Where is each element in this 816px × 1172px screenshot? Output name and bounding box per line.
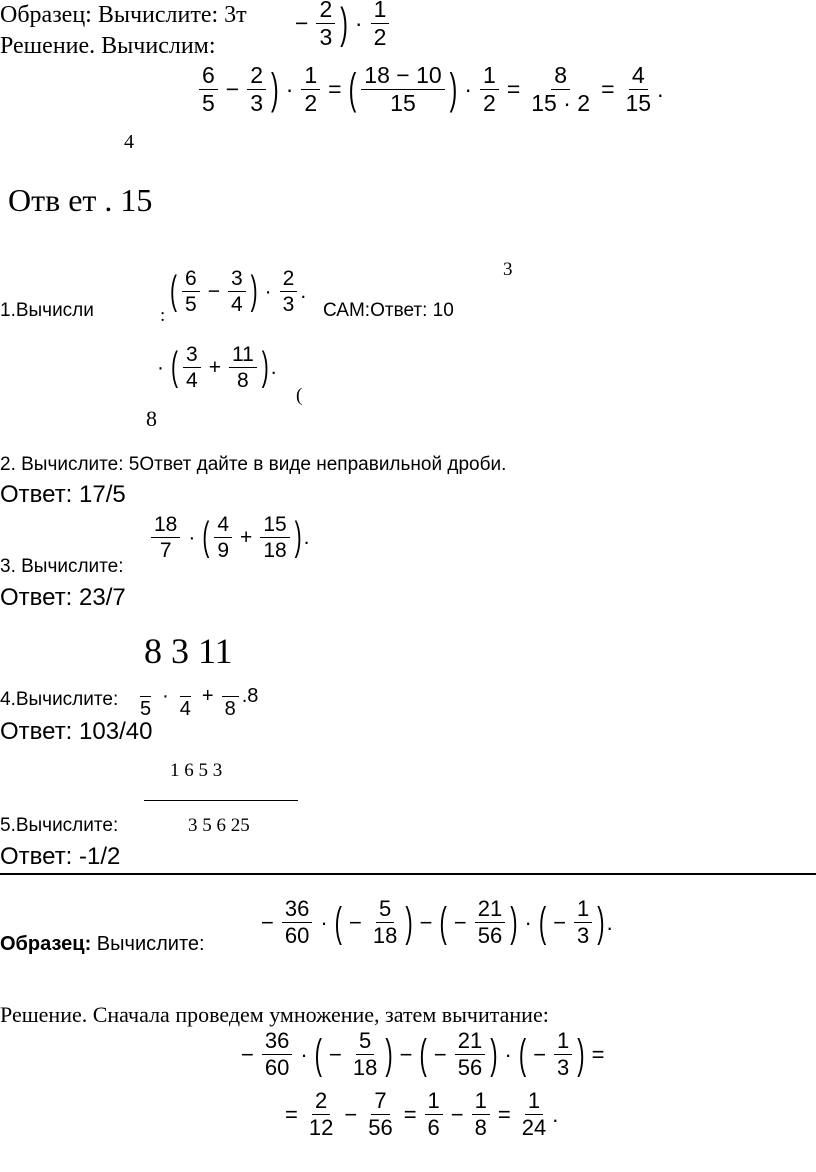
sample-heading: Образец: Вычислите: 3т (0, 2, 247, 28)
sample2-expression: − $\frac{36}{60}$ · ( − $\frac{5}{18}$ ) − ( − $\frac{21}{56}$ ) · ( − $\frac{1}{3}$ ) . (261, 896, 613, 948)
task4-expression: 5 · 4 + 8 . 8 (134, 674, 258, 719)
task1-eight: 8 (146, 406, 157, 431)
task5-label: 5.Вычислите: (0, 815, 119, 836)
task5-denominators: 3 5 6 25 (188, 815, 250, 836)
task1-three: 3 (503, 259, 513, 280)
sample-answer: Отв ет . 15 (8, 182, 153, 218)
sample2-label-bold: Образец: (0, 933, 92, 955)
task3-expression: 18 7 · ( 4 9 + $\frac{15}{18}$ ) . (148, 514, 310, 561)
sample-expression: − $\frac{2}{3}$ ) · 1 2 (290, 0, 392, 49)
solution-expression: 6 5 − $\frac{2}{3}$ ) · $\frac{1}{2}$ = ( 18 − 10 15 ) · $\frac{1}{2}$ = $\frac{8}{15 \cdot 2}$ = $\frac{4}{15}$ . (196, 64, 664, 115)
task2-line: 2. Вычислите: 5Ответ дайте в виде неправильной дроби. (0, 454, 507, 475)
sample2-label (0, 934, 205, 954)
sample2-label-rest: Вычислите: (91, 933, 205, 955)
task3-answer: Ответ: 23/7 (0, 584, 126, 611)
sample-small-number: 4 (124, 131, 134, 153)
task1-paren-fragment: ( (296, 385, 303, 406)
sample2-solution-line2: = $\frac{2}{12}$ − $\frac{7}{56}$ = $\frac{1}{6}$ − $\frac{1}{8}$ = $\frac{1}{24}$ . (285, 1088, 559, 1140)
task5-numerators: 1 6 5 3 (170, 760, 223, 781)
task5-answer: Ответ: -1/2 (0, 843, 121, 870)
task1-expression-2: · ( 3 4 + $\frac{11}{8}$ ) . (157, 343, 277, 392)
task1-colon: : (160, 305, 166, 326)
task3-label: 3. Вычислите: (0, 556, 124, 577)
task1-expression-1: ( 6 5 − $\frac{3}{4}$ ) · 2 3 . (170, 267, 307, 316)
task2-answer: Ответ: 17/5 (0, 481, 126, 508)
task1-self-answer: САМ:Ответ: 10 (323, 300, 454, 321)
section-divider (0, 873, 816, 875)
task4-numerators: 8 3 11 (144, 631, 233, 671)
task4-answer: Ответ: 103/40 (0, 718, 153, 745)
sample2-solution-text: Решение. Сначала проведем умножение, затем вычитание: (0, 1002, 549, 1027)
task1-label: 1.Вычисли (0, 300, 94, 321)
task4-label: 4.Вычислите: (0, 689, 119, 710)
sample2-solution-line1: − $\frac{36}{60}$ · ( − $\frac{5}{18}$ ) − ( − $\frac{21}{56}$ ) · ( − $\frac{1}{3}$ ) = (241, 1028, 605, 1080)
task5-fraction-bar (144, 800, 298, 801)
solution-heading: Решение. Вычислим: (0, 33, 216, 59)
